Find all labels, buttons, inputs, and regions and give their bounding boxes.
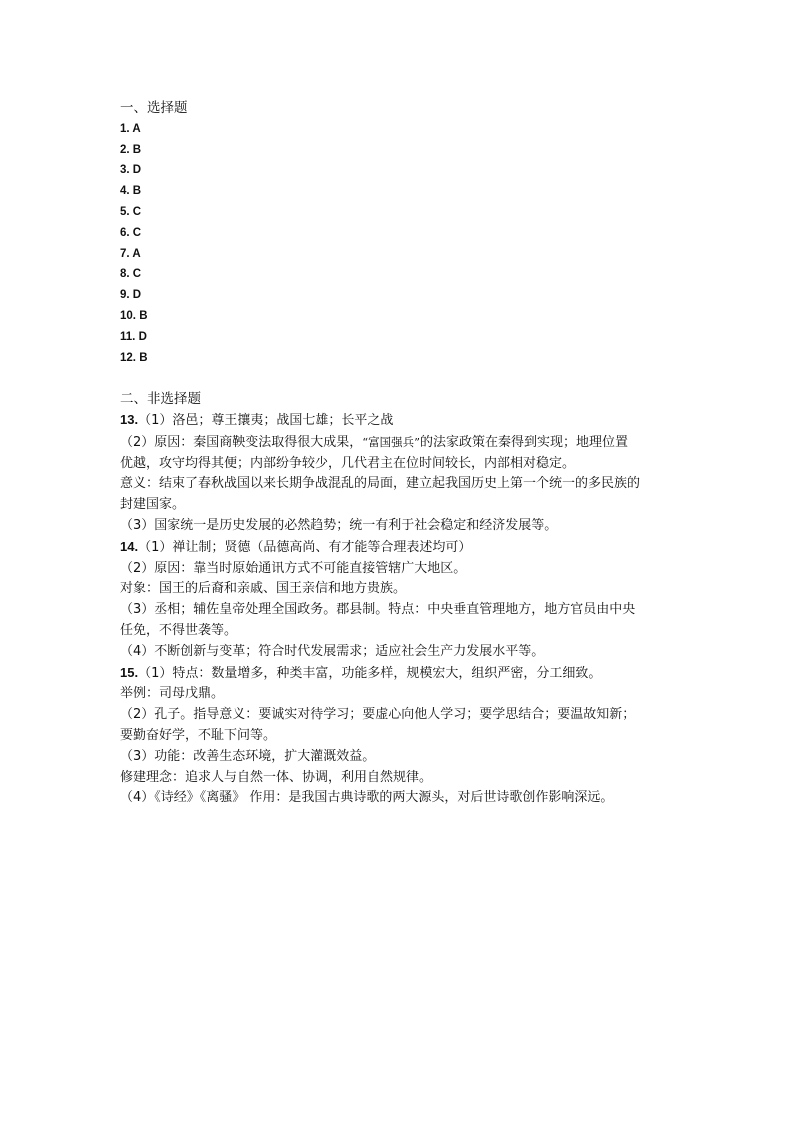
q14-line-6: （4）不断创新与变革；符合时代发展需求；适应社会生产力发展水平等。 [120, 643, 545, 659]
q13-number: 13. [120, 411, 139, 427]
q15-line-1: 15.（1）特点：数量增多，种类丰富，功能多样，规模宏大，组织严密，分工细致。 [120, 664, 602, 681]
section-gap [120, 368, 680, 389]
mc-answer-number: 7. [120, 247, 130, 260]
q15-line-2: 举例：司母戊鼎。 [120, 686, 225, 702]
mc-answer-item [120, 244, 680, 265]
q15-line-3: （2）孔子。指导意义：要诚实对待学习；要虚心向他人学习；要学思结合；要温故知新； [120, 707, 636, 723]
q13-line-4: 意义：结束了春秋战国以来长期争战混乱的局面，建立起我国历史上第一个统一的多民族的 [120, 476, 641, 492]
mc-answer-number: 10. [120, 309, 136, 322]
mc-answer-letter: D [132, 164, 142, 177]
q15-line-6: 修建理念：追求人与自然一体、协调，利用自然规律。 [120, 769, 433, 785]
q14-line-4: （3）丞相；辅佐皇帝处理全国政务。郡县制。特点：中央垂直管理地方，地方官员由中央 [120, 602, 636, 618]
mc-answer-number: 12. [120, 351, 136, 364]
q14-line-5: 任免，不得世袭等。 [120, 622, 238, 638]
mc-answer-letter: C [132, 268, 142, 281]
q13-line-6: （3）国家统一是历史发展的必然趋势；统一有利于社会稳定和经济发展等。 [120, 517, 558, 533]
mc-answer-letter: B [132, 185, 142, 198]
q14-number: 14. [120, 538, 139, 554]
q13-line-2: （2）原因：秦国商鞅变法取得很大成果，“富国强兵”的法家政策在秦得到实现；地理位置 [120, 434, 629, 450]
mc-answer-number: 8. [120, 268, 130, 281]
mc-answer-item [120, 181, 680, 202]
mc-answer-number: 11. [120, 330, 136, 343]
mc-answer-item [120, 348, 680, 369]
mc-answer-item [120, 202, 680, 223]
q14-line-3: 对象：国王的后裔和亲戚、国王亲信和地方贵族。 [120, 581, 407, 597]
mc-answer-number: 9. [120, 289, 130, 302]
mc-answer-letter: A [132, 247, 141, 260]
mc-answer-letter: B [139, 351, 148, 364]
mc-answer-number: 1. [120, 122, 130, 135]
mc-answer-letter: D [132, 289, 142, 302]
q15-line-7: （4）《诗经》《离骚》 作用：是我国古典诗歌的两大源头，对后世诗歌创作影响深远。 [120, 790, 614, 806]
mc-answer-item [120, 140, 680, 161]
q13-line-1: 13.（1）洛邑；尊王攘夷；战国七雄；长平之战 [120, 411, 394, 428]
mc-answer-letter: B [132, 143, 142, 156]
mc-answer-item [120, 119, 680, 140]
section-title-non-choice: 二、非选择题 [120, 391, 201, 408]
mc-answer-number: 4. [120, 185, 130, 198]
mc-answer-letter: C [132, 226, 142, 239]
mc-answer-number: 6. [120, 226, 130, 239]
q15-line-5: （3）功能：改善生态环境，扩大灌溉效益。 [120, 748, 376, 764]
q13-quote: “富国强兵” [362, 434, 421, 449]
q15-number: 15. [120, 664, 139, 680]
mc-answer-item [120, 327, 680, 348]
answer-sheet [120, 98, 680, 809]
mc-answer-item [120, 223, 680, 244]
mc-answer-item [120, 160, 680, 181]
q15-line-4: 要勤奋好学，不耻下问等。 [120, 727, 277, 743]
multiple-choice-answers [120, 119, 680, 369]
mc-answer-item [120, 306, 680, 327]
mc-answer-letter: C [132, 205, 142, 218]
mc-answer-letter: D [138, 330, 147, 343]
q13-line-3: 优越，攻守均得其便；内部纷争较少，几代君主在位时间较长，内部相对稳定。 [120, 455, 576, 471]
mc-answer-letter: B [139, 309, 148, 322]
mc-answer-number: 2. [120, 143, 130, 156]
mc-answer-letter: A [132, 122, 141, 135]
mc-answer-item [120, 264, 680, 285]
q14-line-1: 14.（1）禅让制；贤德（品德高尚、有才能等合理表述均可） [120, 538, 472, 555]
q14-line-2: （2）原因：靠当时原始通讯方式不可能直接管辖广大地区。 [120, 560, 467, 576]
mc-answer-item [120, 285, 680, 306]
q13-line-5: 封建国家。 [120, 497, 186, 513]
section-title-multiple-choice: 一、选择题 [120, 100, 188, 116]
mc-answer-number: 5. [120, 205, 130, 218]
mc-answer-number: 3. [120, 164, 130, 177]
